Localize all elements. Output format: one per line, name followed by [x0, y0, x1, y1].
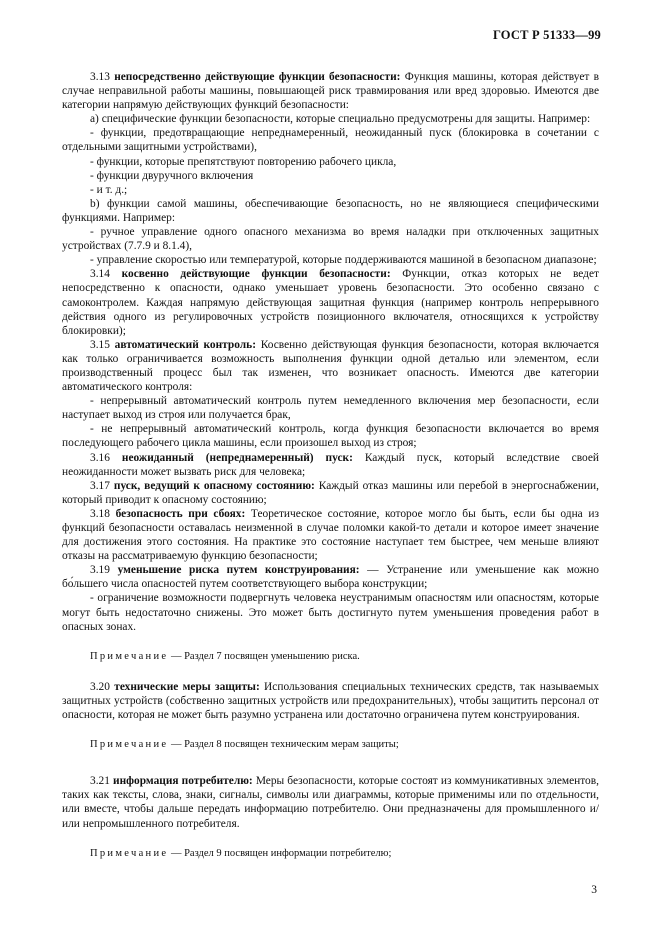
note	[62, 738, 599, 752]
clause-term: пуск, ведущий к опасному состоянию:	[113, 479, 315, 492]
note-text: — Раздел 9 посвящен информации потребителю;	[168, 847, 392, 859]
clause-term: информация потребителю:	[113, 775, 253, 788]
document-body	[62, 70, 599, 877]
clause-term: технические меры защиты:	[114, 680, 260, 693]
clause-number: 3.19	[90, 564, 110, 577]
clause-3-14	[62, 267, 599, 337]
list-item: - функции, предотвращающие непреднамеренный, неожиданный пуск (блокировка в сочетании с отдельными защитными устройствами),	[62, 127, 599, 154]
clause-term: непосредственно действующие функции безопасности:	[114, 71, 401, 83]
clause-3-17	[62, 479, 599, 507]
list-intro-b: b) функции самой машины, обеспечивающие безопасность, но не являющиеся специфическими функциями. Например:	[62, 197, 599, 224]
clause-3-16	[62, 451, 599, 479]
list-item: - управление скоростью или температурой, которые поддерживаются машиной в безопасном диапазоне;	[90, 254, 597, 267]
note	[62, 847, 599, 861]
clause-number: 3.14	[90, 268, 110, 281]
clause-text: Теоретическое состояние, которое могло бы быть, если бы одна из функций безопасности оставалась неизменной в случае поломки какой-то детали и которое имеет значение для достижения этого состояния. На практике это состояние наступает тем быстрее, чем меньше влияют отказы на рассматриваемую функцию безопасности;	[62, 507, 599, 563]
clause-text: Каждый пуск, который вследствие своей неожиданности может вызвать риск для человека;	[62, 451, 599, 478]
clause-3-13	[62, 70, 599, 112]
clause-term: безопасность при сбоях:	[115, 507, 246, 520]
list-item: - ограничение возможности подвергнуть человека неустранимым опасностям или опасностям, которые могут быть недостаточно снижены. Это может быть достигнуто путем уменьшения проведения работ в опасных зонах.	[62, 592, 599, 633]
note	[62, 650, 599, 664]
clause-term: автоматический контроль:	[114, 338, 256, 351]
clause-term: уменьшение риска путем конструирования:	[117, 564, 360, 577]
clause-term: косвенно действующие функции безопасности:	[121, 268, 391, 281]
list-item: - и т. д.;	[90, 183, 128, 196]
clause-3-20	[62, 680, 599, 722]
clause-number: 3.20	[90, 680, 110, 693]
page-number: 3	[591, 884, 597, 896]
clause-number: 3.13	[90, 71, 110, 83]
list-item: - функции, которые препятствуют повторению рабочего цикла,	[90, 155, 397, 168]
clause-3-19	[62, 563, 599, 591]
clause-3-21	[62, 774, 599, 830]
list-intro-a: а) специфические функции безопасности, которые специально предусмотрены для защиты. Например:	[90, 113, 591, 126]
clause-text: — Устранение или уменьшение как можно бо́льшего числа опасностей путем соответствующего выбора конструкции;	[62, 564, 599, 591]
clause-text: Использования специальных технических средств, так называемых защитных устройств (собственно защитных устройств или предохранительных), чтобы защитить персонал от опасности, которая не может быть разумно устранена или достаточно ограничена путем конструирования.	[62, 680, 599, 722]
note-label: Примечание	[90, 847, 169, 859]
clause-number: 3.21	[90, 775, 110, 788]
clause-3-15	[62, 338, 599, 394]
clause-number: 3.15	[90, 338, 110, 351]
clause-number: 3.16	[90, 451, 110, 464]
clause-number: 3.18	[90, 507, 110, 520]
clause-text: Косвенно действующая функция безопасности, которая включается как только ограничивается возможность выполнения функции одной деталью или элементом, если производственный процесс был так изменен, что возникает опасность. Имеются две категории автоматического контроля:	[62, 338, 599, 394]
clause-3-18	[62, 507, 599, 563]
clause-text: Функция машины, которая действует в случае неправильной работы машины, повышающей риск травмирования или вред здоровью. Имеются две категории напрямую действующих функций безопасности:	[62, 71, 599, 112]
clause-term: неожиданный (непреднамеренный) пуск:	[121, 451, 353, 464]
list-item: - функции двуручного включения	[90, 169, 254, 182]
clause-text: Функции, отказ которых не ведет непосредственно к опасности, однако уменьшает уровень безопасности. Это особенно связано с самоконтролем. Каждая напрямую действующая защитная функция (например контроль непрерывного действия одного из регулировочных устройств позиционного включателя, относящихся к устройству блокировки);	[62, 268, 600, 337]
list-item: - непрерывный автоматический контроль путем немедленного включения мер безопасности, если наступает выход из строя или получается брак,	[62, 395, 599, 422]
clause-number: 3.17	[90, 479, 110, 492]
clause-text: Каждый отказ машины или перебой в энергоснабжении, который приводит к опасному состоянию;	[62, 479, 599, 506]
note-label: Примечание	[90, 739, 169, 751]
clause-text: Меры безопасности, которые состоят из коммуникативных элементов, таких как тексты, слова, знаки, сигналы, символы или диаграммы, которые применимы или по отдельности, или вместе, чтобы дальше передать информацию потребителю. Они предназначены для промышленного и/или непромышленного потребителя.	[62, 775, 599, 830]
note-label: Примечание	[90, 650, 169, 662]
note-text: — Раздел 7 посвящен уменьшению риска.	[168, 650, 360, 662]
note-text: — Раздел 8 посвящен техническим мерам защиты;	[168, 739, 399, 751]
list-item: - не непрерывный автоматический контроль, когда функция безопасности включается во время последующего рабочего цикла машины, если произошел выход из строя;	[62, 423, 599, 450]
document-header: ГОСТ Р 51333—99	[492, 28, 601, 42]
list-item: - ручное управление одного опасного механизма во время наладки при отключенных защитных устройствах (7.7.9 и 8.1.4),	[62, 226, 599, 253]
